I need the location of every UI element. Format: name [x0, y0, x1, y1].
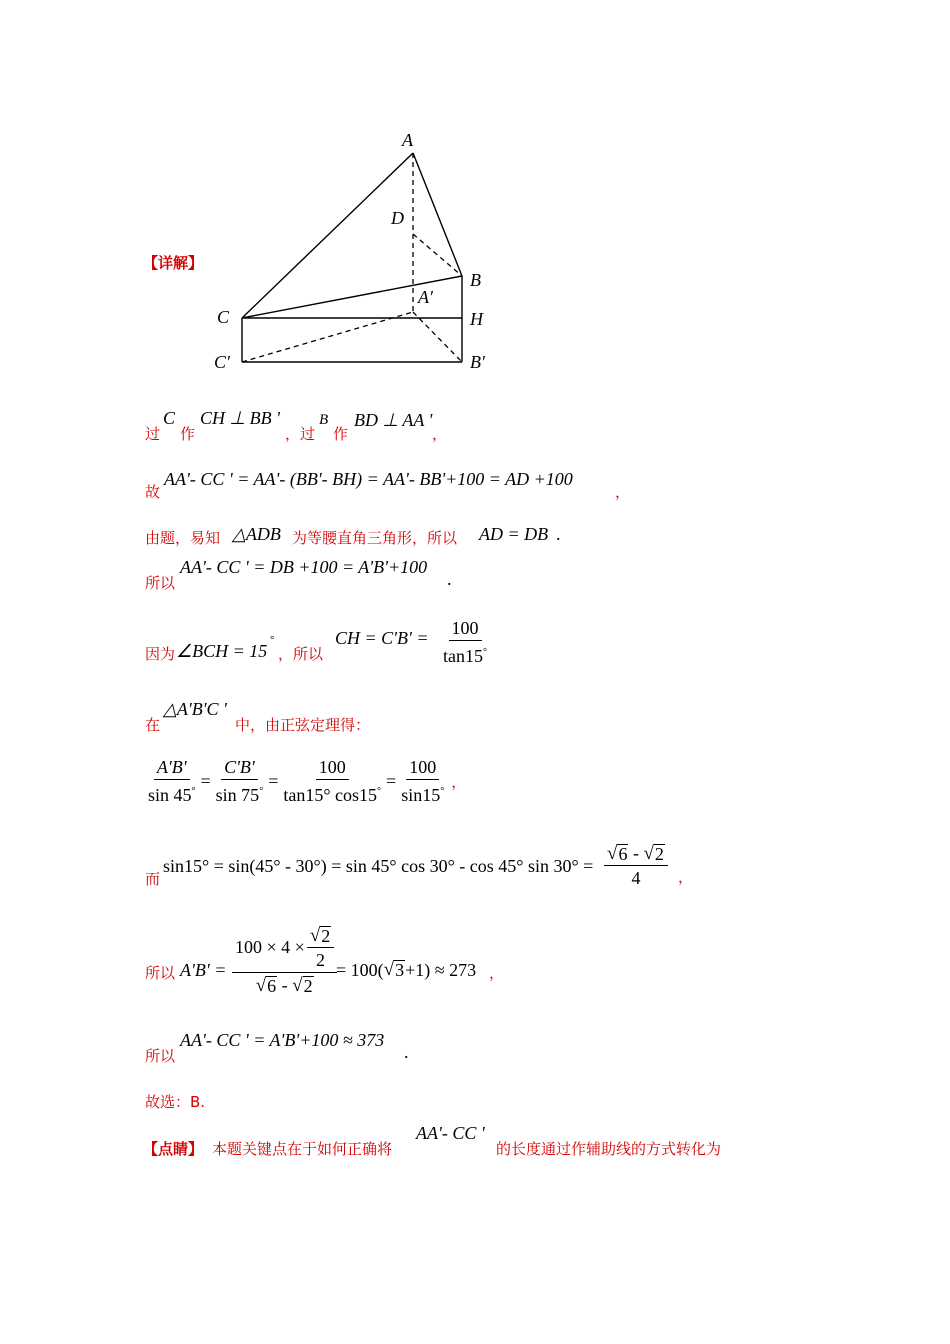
- line9-num-pre: 100 × 4 ×: [235, 937, 305, 957]
- label-A-prime: A′: [418, 287, 433, 307]
- line7-f2-den: sin 75: [215, 785, 260, 805]
- edge-AprimeBprime-dashed: [413, 312, 462, 362]
- label-B-prime: B′: [470, 352, 485, 372]
- edge-DB-dashed: [413, 234, 462, 276]
- line7-f2-num: C'B': [221, 756, 258, 780]
- line12-expr: AA'- CC ': [416, 1123, 485, 1143]
- line9-rhs-pre: = 100(: [336, 960, 384, 980]
- line7-f1-deg: °: [191, 786, 196, 797]
- line6-zai: 在: [145, 716, 161, 734]
- line9-inner-den: 2: [316, 950, 326, 970]
- line7-f2-deg: °: [259, 786, 264, 797]
- line1-BD-perp: BD ⊥ AA ': [354, 410, 433, 430]
- line5-den-deg: °: [483, 647, 487, 658]
- line12-post: 的长度通过作辅助线的方式转化为: [496, 1140, 722, 1158]
- heading-detail: 【详解】: [143, 254, 204, 272]
- line7-f1-den: sin 45: [148, 785, 192, 805]
- label-C: C: [217, 307, 230, 327]
- line5-den: tan15: [443, 646, 483, 666]
- line9-suoyi: 所以: [145, 964, 176, 982]
- line7-f4-num: 100: [406, 756, 439, 780]
- line9-rhs-post: +1) ≈ 273: [405, 960, 477, 980]
- label-A: A: [402, 130, 413, 150]
- line5-yinwei: 因为: [145, 645, 176, 663]
- line2-gu: 故: [145, 483, 161, 501]
- line2-expr: AA'- CC ' = AA'- (BB'- BH) = AA'- BB'+100 = AD +100: [164, 469, 573, 489]
- line8-comma: ，: [678, 868, 694, 886]
- line3-pre: 由题，易知: [145, 529, 221, 547]
- line1-guo1: 过: [145, 425, 161, 443]
- line4-expr: AA'- CC ' = DB +100 = A'B'+100: [180, 557, 428, 577]
- line1-zuo2: 作: [333, 425, 349, 443]
- edge-CprimeAprime-dashed: [242, 312, 413, 362]
- line10-suoyi: 所以: [145, 1047, 176, 1065]
- line12-heading: 【点睛】: [143, 1140, 204, 1158]
- line5-suoyi: ，所以: [278, 645, 324, 663]
- sqrt-icon: √: [292, 975, 303, 996]
- line7-f3-num: 100: [316, 756, 349, 780]
- line7-eq2: =: [268, 770, 279, 791]
- line8-den: 4: [631, 868, 641, 888]
- line8-frac: [604, 842, 668, 889]
- line3-mid: 为等腰直角三角形，所以: [292, 529, 458, 547]
- line7-f3-deg: °: [377, 786, 382, 797]
- line9-den-b: 2: [303, 976, 313, 996]
- line5-num: 100: [449, 617, 482, 641]
- line7-comma: ，: [451, 772, 467, 791]
- line8-num-a: 6: [618, 844, 628, 864]
- line9-lhs: A'B' =: [180, 960, 227, 980]
- line7-f4-deg: °: [440, 786, 445, 797]
- geometry-figure: [0, 0, 950, 400]
- line10-period: .: [404, 1042, 409, 1062]
- line8-expr: sin15° = sin(45° - 30°) = sin 45° cos 30° - cos 45° sin 30° =: [163, 856, 594, 876]
- line7-f1-num: A'B': [154, 756, 190, 780]
- line5-angle: ∠BCH = 15: [176, 641, 268, 661]
- line6-text: 中，由正弦定理得：: [235, 716, 371, 734]
- line8-num-b: 2: [654, 844, 664, 864]
- line8-er: 而: [145, 870, 161, 888]
- line12-pre: 本题关键点在于如何正确将: [212, 1140, 393, 1158]
- label-H: H: [470, 309, 483, 329]
- line3-expr: AD = DB: [479, 524, 549, 544]
- line1-C: C: [163, 408, 176, 428]
- line4-suoyi: 所以: [145, 574, 176, 592]
- sqrt-icon: √: [383, 959, 395, 980]
- line3-period: .: [556, 524, 561, 544]
- line1-B: B: [319, 412, 329, 428]
- label-C-prime: C′: [214, 352, 230, 372]
- line9-comma: ，: [489, 964, 505, 982]
- line5-lhs: CH = C'B' =: [335, 628, 429, 648]
- line9-rhs: [336, 960, 476, 981]
- line11-text: 故选：B.: [145, 1093, 206, 1111]
- line4-period: .: [447, 569, 452, 589]
- edge-AC: [242, 153, 413, 318]
- line2-comma: ，: [615, 483, 631, 501]
- line9-inner-num: 2: [321, 926, 331, 946]
- label-B: B: [470, 270, 481, 290]
- sqrt-icon: √: [643, 843, 654, 864]
- line1-comma1: ，过: [285, 425, 316, 443]
- line7-f4-den: sin15: [401, 785, 441, 805]
- line1-zuo1: 作: [180, 425, 196, 443]
- label-D: D: [391, 208, 404, 228]
- line9-frac: [232, 924, 337, 996]
- sqrt-icon: √: [607, 843, 618, 864]
- line9-rhs-sqrt: 3: [395, 960, 405, 980]
- line5-frac: [440, 617, 490, 667]
- sqrt-icon: √: [255, 975, 267, 996]
- line9-den-minus: -: [277, 975, 293, 995]
- line10-expr: AA'- CC ' = A'B'+100 ≈ 373: [180, 1030, 385, 1050]
- line8-minus: -: [628, 843, 644, 863]
- line1-CH-perp: CH ⊥ BB ': [200, 408, 281, 428]
- line6-triangle: △A'B'C ': [163, 699, 227, 719]
- line5-angle-deg: °: [270, 634, 275, 646]
- sqrt-icon: √: [309, 925, 321, 946]
- line3-triangle: △ADB: [232, 524, 281, 544]
- line1-comma2: ，: [432, 425, 448, 443]
- line9-den-a: 6: [267, 976, 277, 996]
- line7-eq1: =: [200, 770, 211, 791]
- line7-f3-den: tan15° cos15: [283, 785, 378, 805]
- line7-eq3: =: [386, 770, 397, 791]
- line7-equation: [145, 756, 466, 806]
- edge-AB: [413, 153, 462, 276]
